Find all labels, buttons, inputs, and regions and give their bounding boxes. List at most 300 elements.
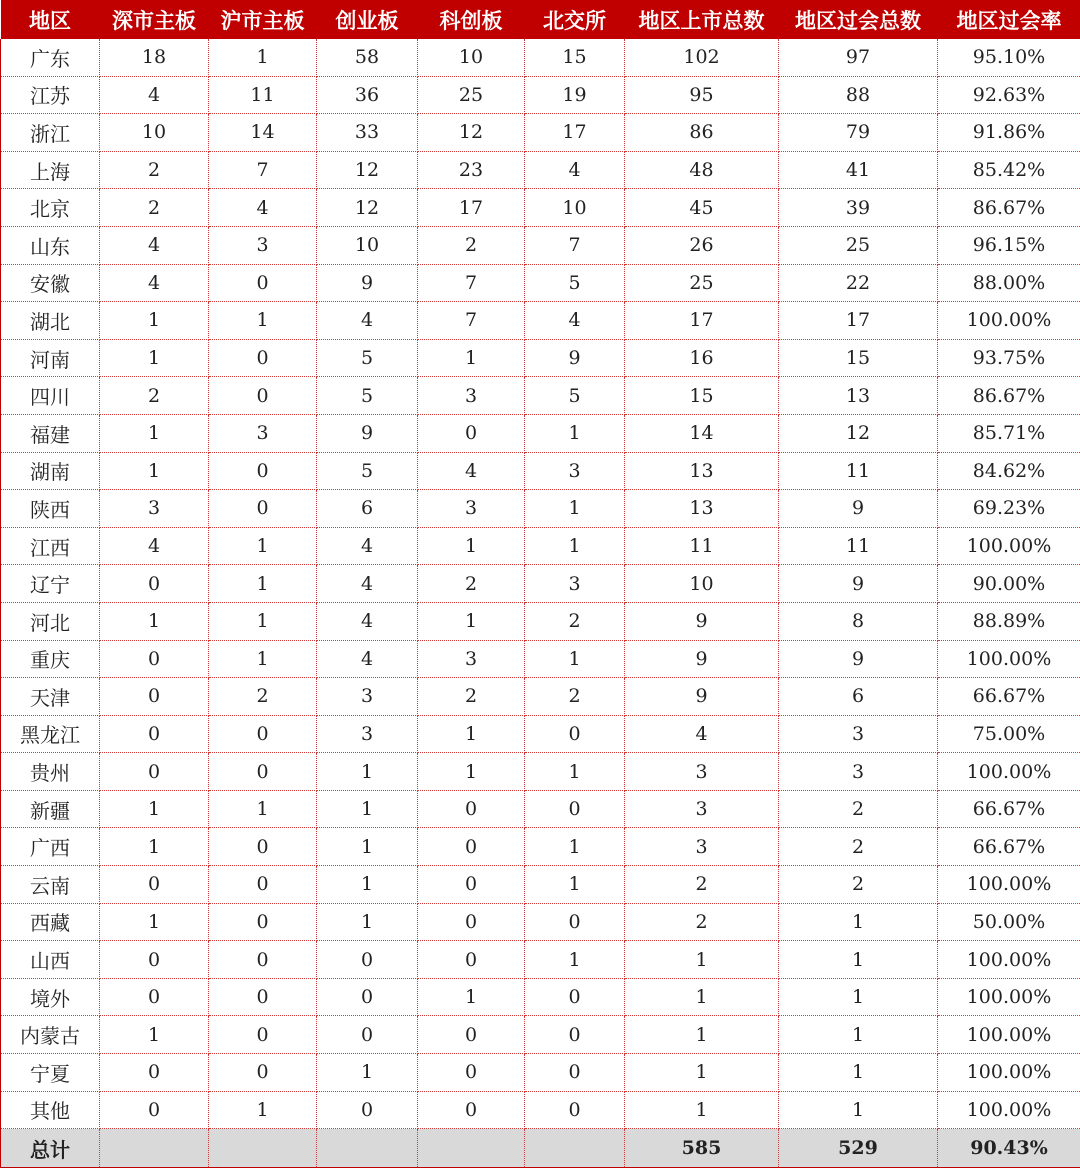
table-row	[1, 114, 1080, 152]
sz-main-board-cell: 1	[100, 339, 209, 377]
sz-main-board-cell: 0	[100, 715, 209, 753]
region-cell: 江苏	[1, 76, 100, 114]
bse-cell: 9	[525, 339, 625, 377]
region-cell: 西藏	[1, 903, 100, 941]
bse-cell: 0	[525, 715, 625, 753]
chinext-cell: 5	[317, 377, 418, 415]
bse-cell: 10	[525, 189, 625, 227]
bse-cell: 0	[525, 903, 625, 941]
star-market-cell: 0	[418, 828, 525, 866]
approved-total-cell: 1	[779, 1054, 938, 1092]
star-market-cell: 1	[418, 527, 525, 565]
star-market-cell: 1	[418, 715, 525, 753]
region-cell: 江西	[1, 527, 100, 565]
region-cell: 河南	[1, 339, 100, 377]
sz-main-board-cell: 4	[100, 527, 209, 565]
sz-main-board-cell: 0	[100, 1054, 209, 1092]
total-approved-total-cell: 529	[779, 1129, 938, 1168]
sz-main-board-cell: 4	[100, 76, 209, 114]
sz-main-board-cell: 0	[100, 753, 209, 791]
approved-total-cell: 6	[779, 678, 938, 716]
sz-main-board-cell: 0	[100, 1091, 209, 1129]
approval-rate-cell: 100.00%	[938, 753, 1080, 791]
chinext-cell: 4	[317, 527, 418, 565]
star-market-cell: 0	[418, 1054, 525, 1092]
total-chinext-cell	[317, 1129, 418, 1168]
sh-main-board-cell: 1	[209, 565, 317, 603]
star-market-cell: 0	[418, 790, 525, 828]
table-row	[1, 903, 1080, 941]
sz-main-board-cell: 1	[100, 790, 209, 828]
approved-total-cell: 3	[779, 715, 938, 753]
bse-cell: 3	[525, 565, 625, 603]
sh-main-board-cell: 7	[209, 151, 317, 189]
sz-main-board-cell: 1	[100, 414, 209, 452]
star-market-cell: 3	[418, 377, 525, 415]
bse-cell: 3	[525, 452, 625, 490]
region-cell: 云南	[1, 866, 100, 904]
approved-total-cell: 1	[779, 978, 938, 1016]
listed-total-cell: 3	[625, 828, 779, 866]
total-row	[1, 1129, 1080, 1168]
table-row	[1, 565, 1080, 603]
chinext-cell: 0	[317, 1016, 418, 1054]
region-cell: 湖北	[1, 302, 100, 340]
listed-total-cell: 9	[625, 602, 779, 640]
sz-main-board-cell: 0	[100, 640, 209, 678]
sh-main-board-cell: 11	[209, 76, 317, 114]
listed-total-cell: 15	[625, 377, 779, 415]
total-listed-total-cell: 585	[625, 1129, 779, 1168]
listed-total-cell: 1	[625, 1054, 779, 1092]
table-row	[1, 339, 1080, 377]
bse-cell: 2	[525, 602, 625, 640]
sz-main-board-cell: 4	[100, 264, 209, 302]
listed-total-cell: 1	[625, 1091, 779, 1129]
chinext-cell: 9	[317, 264, 418, 302]
bse-cell: 7	[525, 226, 625, 264]
listed-total-cell: 13	[625, 452, 779, 490]
approval-rate-cell: 66.67%	[938, 678, 1080, 716]
listed-total-cell: 4	[625, 715, 779, 753]
approved-total-cell: 17	[779, 302, 938, 340]
star-market-cell: 2	[418, 678, 525, 716]
approved-total-cell: 1	[779, 1016, 938, 1054]
chinext-cell: 3	[317, 678, 418, 716]
region-cell: 山东	[1, 226, 100, 264]
star-market-cell: 25	[418, 76, 525, 114]
approved-total-cell: 9	[779, 640, 938, 678]
listed-total-cell: 3	[625, 790, 779, 828]
region-cell: 黑龙江	[1, 715, 100, 753]
approved-total-cell: 25	[779, 226, 938, 264]
approval-rate-cell: 86.67%	[938, 377, 1080, 415]
region-cell: 山西	[1, 941, 100, 979]
sz-main-board-cell: 10	[100, 114, 209, 152]
sz-main-board-cell: 0	[100, 978, 209, 1016]
approved-total-cell: 2	[779, 790, 938, 828]
star-market-cell: 2	[418, 226, 525, 264]
star-market-cell: 23	[418, 151, 525, 189]
table-row	[1, 1054, 1080, 1092]
approved-total-cell: 97	[779, 39, 938, 76]
region-cell: 浙江	[1, 114, 100, 152]
approval-rate-cell: 66.67%	[938, 828, 1080, 866]
star-market-cell: 10	[418, 39, 525, 76]
sh-main-board-cell: 0	[209, 452, 317, 490]
header-star-market: 科创板	[418, 0, 525, 39]
bse-cell: 15	[525, 39, 625, 76]
header-sh-main-board: 沪市主板	[209, 0, 317, 39]
sz-main-board-cell: 0	[100, 678, 209, 716]
star-market-cell: 1	[418, 339, 525, 377]
chinext-cell: 4	[317, 602, 418, 640]
chinext-cell: 4	[317, 640, 418, 678]
total-region-cell: 总计	[1, 1129, 100, 1168]
approved-total-cell: 1	[779, 1091, 938, 1129]
approval-rate-cell: 50.00%	[938, 903, 1080, 941]
approved-total-cell: 15	[779, 339, 938, 377]
bse-cell: 0	[525, 1091, 625, 1129]
table-row	[1, 264, 1080, 302]
bse-cell: 0	[525, 790, 625, 828]
table-row	[1, 640, 1080, 678]
sh-main-board-cell: 14	[209, 114, 317, 152]
region-cell: 贵州	[1, 753, 100, 791]
region-cell: 北京	[1, 189, 100, 227]
header-approval-rate: 地区过会率	[938, 0, 1080, 39]
sh-main-board-cell: 1	[209, 302, 317, 340]
listed-total-cell: 3	[625, 753, 779, 791]
total-sz-main-board-cell	[100, 1129, 209, 1168]
approval-rate-cell: 69.23%	[938, 490, 1080, 528]
approved-total-cell: 41	[779, 151, 938, 189]
star-market-cell: 3	[418, 490, 525, 528]
total-sh-main-board-cell	[209, 1129, 317, 1168]
sh-main-board-cell: 4	[209, 189, 317, 227]
approval-rate-cell: 96.15%	[938, 226, 1080, 264]
listed-total-cell: 14	[625, 414, 779, 452]
approved-total-cell: 39	[779, 189, 938, 227]
chinext-cell: 12	[317, 151, 418, 189]
bse-cell: 2	[525, 678, 625, 716]
table-row	[1, 302, 1080, 340]
approval-rate-cell: 84.62%	[938, 452, 1080, 490]
table-row	[1, 866, 1080, 904]
chinext-cell: 0	[317, 1091, 418, 1129]
table-row	[1, 39, 1080, 76]
chinext-cell: 5	[317, 452, 418, 490]
listed-total-cell: 48	[625, 151, 779, 189]
approval-rate-cell: 100.00%	[938, 1091, 1080, 1129]
approved-total-cell: 2	[779, 866, 938, 904]
bse-cell: 0	[525, 1016, 625, 1054]
sh-main-board-cell: 3	[209, 226, 317, 264]
sz-main-board-cell: 2	[100, 189, 209, 227]
chinext-cell: 1	[317, 866, 418, 904]
sz-main-board-cell: 1	[100, 452, 209, 490]
approval-rate-cell: 88.00%	[938, 264, 1080, 302]
star-market-cell: 4	[418, 452, 525, 490]
listed-total-cell: 16	[625, 339, 779, 377]
approved-total-cell: 88	[779, 76, 938, 114]
star-market-cell: 7	[418, 302, 525, 340]
listed-total-cell: 13	[625, 490, 779, 528]
region-cell: 河北	[1, 602, 100, 640]
approval-rate-cell: 100.00%	[938, 1054, 1080, 1092]
chinext-cell: 4	[317, 302, 418, 340]
bse-cell: 5	[525, 264, 625, 302]
star-market-cell: 0	[418, 866, 525, 904]
sh-main-board-cell: 0	[209, 1016, 317, 1054]
approval-rate-cell: 86.67%	[938, 189, 1080, 227]
sh-main-board-cell: 0	[209, 490, 317, 528]
header-chinext: 创业板	[317, 0, 418, 39]
sh-main-board-cell: 1	[209, 1091, 317, 1129]
sz-main-board-cell: 0	[100, 866, 209, 904]
table-row	[1, 978, 1080, 1016]
sz-main-board-cell: 4	[100, 226, 209, 264]
approved-total-cell: 12	[779, 414, 938, 452]
approved-total-cell: 1	[779, 903, 938, 941]
listed-total-cell: 17	[625, 302, 779, 340]
star-market-cell: 2	[418, 565, 525, 603]
approved-total-cell: 2	[779, 828, 938, 866]
approved-total-cell: 11	[779, 527, 938, 565]
chinext-cell: 1	[317, 828, 418, 866]
table-row	[1, 527, 1080, 565]
star-market-cell: 1	[418, 753, 525, 791]
region-cell: 安徽	[1, 264, 100, 302]
sz-main-board-cell: 2	[100, 377, 209, 415]
table-row	[1, 76, 1080, 114]
chinext-cell: 1	[317, 790, 418, 828]
region-cell: 陕西	[1, 490, 100, 528]
listed-total-cell: 1	[625, 978, 779, 1016]
approval-rate-cell: 100.00%	[938, 866, 1080, 904]
sh-main-board-cell: 0	[209, 264, 317, 302]
chinext-cell: 3	[317, 715, 418, 753]
approval-rate-cell: 91.86%	[938, 114, 1080, 152]
header-listed-total: 地区上市总数	[625, 0, 779, 39]
region-cell: 内蒙古	[1, 1016, 100, 1054]
bse-cell: 5	[525, 377, 625, 415]
star-market-cell: 17	[418, 189, 525, 227]
listed-total-cell: 2	[625, 866, 779, 904]
bse-cell: 1	[525, 414, 625, 452]
bse-cell: 0	[525, 978, 625, 1016]
chinext-cell: 5	[317, 339, 418, 377]
chinext-cell: 36	[317, 76, 418, 114]
chinext-cell: 0	[317, 941, 418, 979]
star-market-cell: 0	[418, 903, 525, 941]
sz-main-board-cell: 3	[100, 490, 209, 528]
table-row	[1, 490, 1080, 528]
approval-rate-cell: 100.00%	[938, 941, 1080, 979]
header-bse: 北交所	[525, 0, 625, 39]
star-market-cell: 0	[418, 1016, 525, 1054]
star-market-cell: 7	[418, 264, 525, 302]
approved-total-cell: 11	[779, 452, 938, 490]
sz-main-board-cell: 1	[100, 828, 209, 866]
table-row	[1, 678, 1080, 716]
approval-rate-cell: 95.10%	[938, 39, 1080, 76]
approved-total-cell: 1	[779, 941, 938, 979]
region-cell: 广西	[1, 828, 100, 866]
bse-cell: 1	[525, 753, 625, 791]
total-bse-cell	[525, 1129, 625, 1168]
approval-rate-cell: 92.63%	[938, 76, 1080, 114]
table-row	[1, 377, 1080, 415]
sh-main-board-cell: 3	[209, 414, 317, 452]
sh-main-board-cell: 0	[209, 1054, 317, 1092]
region-cell: 上海	[1, 151, 100, 189]
table-row	[1, 790, 1080, 828]
bse-cell: 4	[525, 302, 625, 340]
approval-rate-cell: 88.89%	[938, 602, 1080, 640]
chinext-cell: 4	[317, 565, 418, 603]
bse-cell: 19	[525, 76, 625, 114]
bse-cell: 1	[525, 490, 625, 528]
approval-rate-cell: 85.71%	[938, 414, 1080, 452]
bse-cell: 17	[525, 114, 625, 152]
table-row	[1, 452, 1080, 490]
table-row	[1, 1016, 1080, 1054]
approval-rate-cell: 85.42%	[938, 151, 1080, 189]
listed-total-cell: 26	[625, 226, 779, 264]
sz-main-board-cell: 0	[100, 565, 209, 603]
approval-rate-cell: 100.00%	[938, 1016, 1080, 1054]
bse-cell: 1	[525, 640, 625, 678]
sh-main-board-cell: 2	[209, 678, 317, 716]
approved-total-cell: 8	[779, 602, 938, 640]
approved-total-cell: 79	[779, 114, 938, 152]
approval-rate-cell: 90.00%	[938, 565, 1080, 603]
table-row	[1, 602, 1080, 640]
sz-main-board-cell: 1	[100, 302, 209, 340]
region-cell: 湖南	[1, 452, 100, 490]
region-cell: 其他	[1, 1091, 100, 1129]
chinext-cell: 12	[317, 189, 418, 227]
listed-total-cell: 10	[625, 565, 779, 603]
approval-rate-cell: 100.00%	[938, 302, 1080, 340]
region-cell: 广东	[1, 39, 100, 76]
star-market-cell: 3	[418, 640, 525, 678]
chinext-cell: 10	[317, 226, 418, 264]
approved-total-cell: 3	[779, 753, 938, 791]
region-cell: 辽宁	[1, 565, 100, 603]
star-market-cell: 0	[418, 414, 525, 452]
table-row	[1, 414, 1080, 452]
approved-total-cell: 22	[779, 264, 938, 302]
sh-main-board-cell: 0	[209, 828, 317, 866]
table-body	[1, 39, 1080, 1168]
table-row	[1, 941, 1080, 979]
sh-main-board-cell: 0	[209, 903, 317, 941]
listed-total-cell: 1	[625, 941, 779, 979]
star-market-cell: 0	[418, 941, 525, 979]
listed-total-cell: 9	[625, 678, 779, 716]
approval-rate-cell: 66.67%	[938, 790, 1080, 828]
table-row	[1, 226, 1080, 264]
header-row	[1, 0, 1080, 39]
approval-rate-cell: 75.00%	[938, 715, 1080, 753]
listed-total-cell: 25	[625, 264, 779, 302]
bse-cell: 4	[525, 151, 625, 189]
sz-main-board-cell: 1	[100, 1016, 209, 1054]
chinext-cell: 1	[317, 1054, 418, 1092]
sh-main-board-cell: 1	[209, 527, 317, 565]
sh-main-board-cell: 0	[209, 753, 317, 791]
listed-total-cell: 95	[625, 76, 779, 114]
sh-main-board-cell: 0	[209, 377, 317, 415]
sh-main-board-cell: 0	[209, 978, 317, 1016]
star-market-cell: 0	[418, 1091, 525, 1129]
sz-main-board-cell: 0	[100, 941, 209, 979]
sh-main-board-cell: 0	[209, 941, 317, 979]
sz-main-board-cell: 1	[100, 903, 209, 941]
total-approval-rate-cell: 90.43%	[938, 1129, 1080, 1168]
listed-total-cell: 1	[625, 1016, 779, 1054]
region-cell: 四川	[1, 377, 100, 415]
chinext-cell: 33	[317, 114, 418, 152]
approved-total-cell: 13	[779, 377, 938, 415]
total-star-market-cell	[418, 1129, 525, 1168]
bse-cell: 0	[525, 1054, 625, 1092]
table-row	[1, 189, 1080, 227]
listed-total-cell: 2	[625, 903, 779, 941]
region-cell: 福建	[1, 414, 100, 452]
sz-main-board-cell: 2	[100, 151, 209, 189]
bse-cell: 1	[525, 941, 625, 979]
chinext-cell: 0	[317, 978, 418, 1016]
chinext-cell: 1	[317, 753, 418, 791]
approval-rate-cell: 100.00%	[938, 978, 1080, 1016]
star-market-cell: 1	[418, 602, 525, 640]
approval-rate-cell: 93.75%	[938, 339, 1080, 377]
chinext-cell: 1	[317, 903, 418, 941]
approved-total-cell: 9	[779, 565, 938, 603]
region-cell: 宁夏	[1, 1054, 100, 1092]
bse-cell: 1	[525, 527, 625, 565]
listed-total-cell: 9	[625, 640, 779, 678]
chinext-cell: 58	[317, 39, 418, 76]
header-region: 地区	[1, 0, 100, 39]
sz-main-board-cell: 18	[100, 39, 209, 76]
region-cell: 天津	[1, 678, 100, 716]
region-cell: 新疆	[1, 790, 100, 828]
listed-total-cell: 102	[625, 39, 779, 76]
approval-rate-cell: 100.00%	[938, 640, 1080, 678]
bse-cell: 1	[525, 866, 625, 904]
chinext-cell: 6	[317, 490, 418, 528]
table-row	[1, 715, 1080, 753]
table-row	[1, 828, 1080, 866]
header-sz-main-board: 深市主板	[100, 0, 209, 39]
bse-cell: 1	[525, 828, 625, 866]
sh-main-board-cell: 1	[209, 640, 317, 678]
listed-total-cell: 86	[625, 114, 779, 152]
listed-total-cell: 45	[625, 189, 779, 227]
sh-main-board-cell: 0	[209, 866, 317, 904]
sh-main-board-cell: 0	[209, 339, 317, 377]
sh-main-board-cell: 1	[209, 39, 317, 76]
region-cell: 境外	[1, 978, 100, 1016]
listed-total-cell: 11	[625, 527, 779, 565]
header-approved-total: 地区过会总数	[779, 0, 938, 39]
sh-main-board-cell: 0	[209, 715, 317, 753]
approval-rate-cell: 100.00%	[938, 527, 1080, 565]
